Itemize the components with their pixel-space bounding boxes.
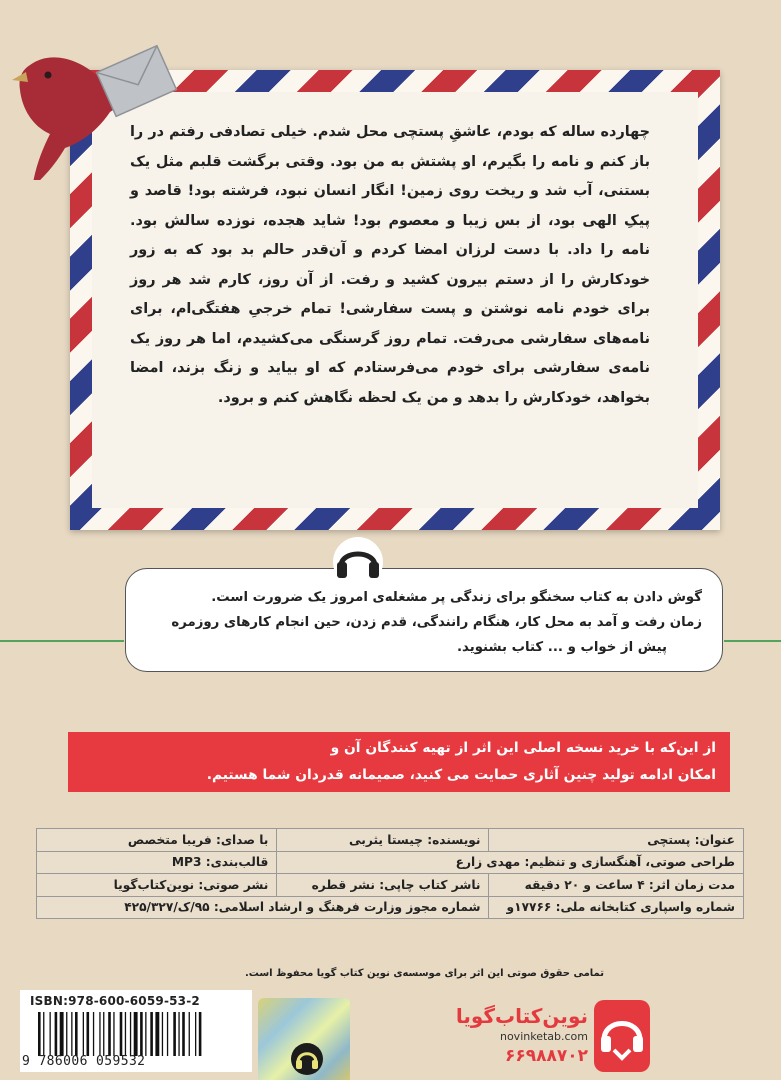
support-banner: [68, 732, 730, 792]
book-info-table: [36, 828, 744, 919]
info-license-number: شماره مجوز وزارت فرهنگ و ارشاد اسلامی: ۹۵/ک/۴۲۵/۳۲۷: [37, 896, 489, 919]
info-duration: مدت زمان اثر: ۴ ساعت و ۲۰ دقیقه: [489, 874, 744, 897]
copyright-note: تمامی حقوق صوتی این اثر برای موسسه‌ی نوین کتاب گویا محفوظ است.: [244, 968, 604, 979]
headphones-logo-icon: [290, 1042, 324, 1076]
speech-line-1: گوش دادن به کتاب سخنگو برای زندگی پر مشغله‌ی امروز یک ضرورت است.: [211, 590, 702, 605]
isbn-text: ISBN:978-600-6059-53-2: [30, 994, 200, 1008]
divider-line-left: [0, 640, 124, 642]
barcode: [20, 990, 252, 1072]
letter-text: [130, 118, 650, 413]
info-row: [37, 851, 744, 874]
publisher-logo-icon: [594, 1000, 650, 1072]
publisher-website: novinketab.com: [499, 1030, 588, 1043]
speech-line-3: پیش از خواب و ... کتاب بشنوید.: [457, 640, 667, 655]
info-audio-publisher: نشر صوتی: نوین‌کتاب‌گویا: [37, 874, 277, 897]
banner-line-2: امکان ادامه تولید چنین آثاری حمایت می کنید، صمیمانه قدردان شما هستیم.: [206, 767, 716, 783]
publisher-phone: ۶۶۹۸۸۷۰۲: [504, 1046, 588, 1066]
publisher-name: نوین‌کتاب‌گویا: [455, 1004, 588, 1028]
info-library-number: شماره واسپاری کتابخانه ملی: ۱۷۷۶۶و: [489, 896, 744, 919]
info-title: عنوان: پستچی: [489, 829, 744, 852]
info-format: قالب‌بندی: MP3: [37, 851, 277, 874]
info-row: [37, 896, 744, 919]
barcode-bars: [38, 1012, 238, 1056]
audio-book-note: [125, 568, 723, 672]
info-print-publisher: ناشر کتاب چاپی: نشر قطره: [277, 874, 489, 897]
speech-line-2: زمان رفت و آمد به محل کار، هنگام رانندگی، قدم زدن، حین انجام کارهای روزمره: [171, 615, 702, 630]
info-row: [37, 829, 744, 852]
letter-paragraph: چهارده ساله که بودم، عاشقِ پستچی محل شدم. خیلی تصادفی رفتم در را باز کنم و نامه را بگیرم، او پشتش به من بود. وقتی برگشت قلبم مثل یک بستنی، آب شد و ریخت روی زمین! انگار انسان نبود، فرشته بود! قاصد و پیکِ الهی بود، از بس زیبا و معصوم بود! شاید هجده، نوزده سالش بود. نامه را داد. با دست لرزان امضا کردم و آن‌قدر حالم بد بود که به زور خودکارش را از دستم بیرون کشید و رفت. از آن روز، کارم شد هر روز برای خودم نامه نوشتن و پست سفارشی! تمام خرجیِ هفتگی‌ام، برای نامه‌های سفارشی می‌رفت. تمام روز گرسنگی می‌کشیدم، اما هر روز یک نامه‌ی سفارشی برای خودم می‌فرستادم که او بیاید و زنگ بزند، امضا بخواهد، خودکارش را بدهد و من یک لحظه نگاهش کنم و برود.: [130, 124, 650, 406]
divider-line-right: [724, 640, 781, 642]
info-sound-design: طراحی صوتی، آهنگسازی و تنظیم: مهدی زارع: [277, 851, 744, 874]
info-narrator: با صدای: فریبا متخصص: [37, 829, 277, 852]
info-author: نویسنده: چیستا یثربی: [277, 829, 489, 852]
headphones-icon: [332, 536, 384, 588]
banner-line-1: از این‌که با خرید نسخه اصلی این اثر از تهیه کنندگان آن و: [330, 740, 716, 756]
info-row: [37, 874, 744, 897]
ean-number: 9 786006 059532: [22, 1054, 146, 1069]
bird-envelope-icon: [10, 30, 180, 180]
